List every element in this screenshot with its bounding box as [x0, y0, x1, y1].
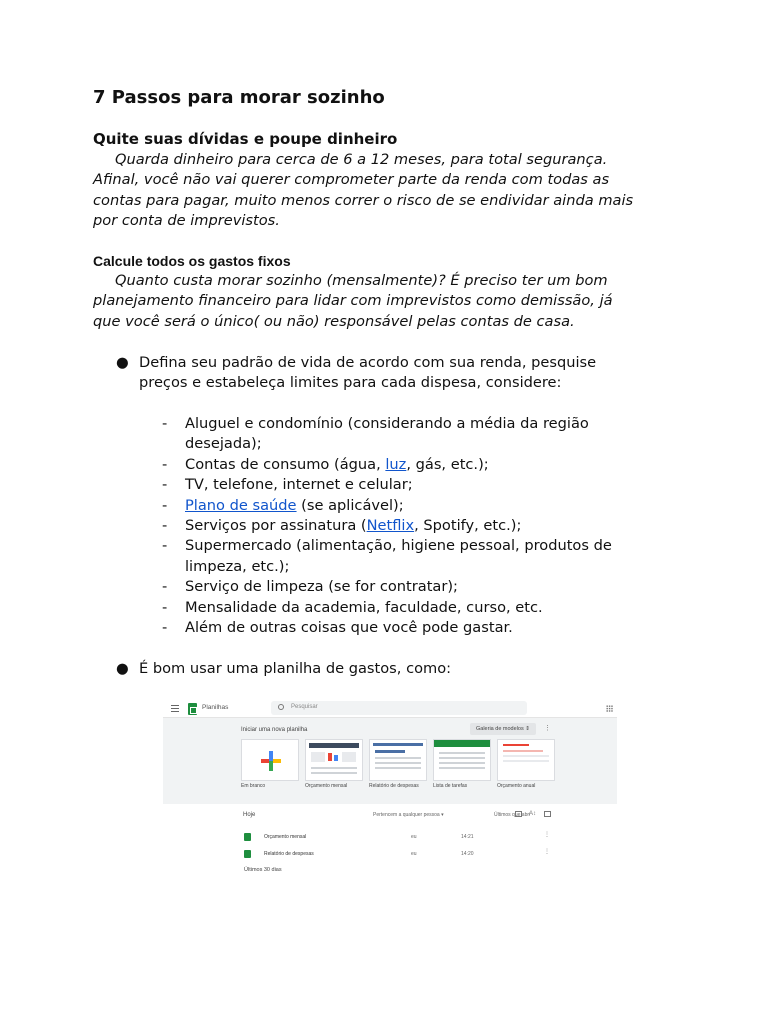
template-label: Lista de tarefas — [433, 783, 468, 789]
file-owner: eu — [411, 851, 417, 857]
template-heading — [375, 750, 405, 753]
paragraph-line: Quanto custa morar sozinho (mensalmente)? É preciso ter um bom — [115, 272, 608, 289]
list-item-text — [162, 516, 612, 536]
template-line — [375, 762, 421, 764]
dash-marker: - — [162, 455, 168, 473]
template-line — [439, 767, 485, 769]
bullet-text-line: Defina seu padrão de vida de acordo com sua renda, pesquise — [139, 354, 597, 371]
template-todo-list — [433, 739, 491, 781]
menu-icon — [171, 705, 179, 712]
template-line — [375, 757, 421, 759]
search-placeholder: Pesquisar — [291, 704, 318, 710]
dash-marker: - — [162, 537, 168, 555]
sheet-file-icon — [244, 850, 251, 858]
text-run: (se aplicável); — [296, 496, 404, 514]
template-bar — [328, 753, 332, 761]
file-name: Orçamento mensal — [264, 834, 307, 840]
more-vert-icon: ⋮ — [544, 832, 550, 838]
paragraph-line: Afinal, você não vai querer comprometer parte da renda com todas as — [93, 171, 610, 189]
list-item-text: desejada); — [185, 435, 262, 453]
bullet-text-line: preços e estabeleça limites para cada dispesa, considere: — [139, 374, 562, 392]
search-bar — [271, 701, 527, 715]
paragraph-line: planejamento financeiro para lidar com imprevistos como demissão, já — [93, 292, 613, 310]
list-item-text: Mensalidade da academia, faculdade, curso, etc. — [185, 598, 543, 616]
paragraph-line: Quarda dinheiro para cerca de 6 a 12 meses, para total segurança. — [115, 151, 608, 168]
section-heading-debts: Quite suas dívidas e poupe dinheiro — [93, 130, 398, 148]
list-item — [162, 496, 612, 516]
bullet-icon: ● — [116, 354, 129, 371]
dash-marker: - — [162, 578, 168, 596]
dash-marker: - — [162, 598, 168, 616]
list-item — [162, 475, 612, 495]
text-run: , gás, etc.); — [406, 455, 489, 473]
template-label: Orçamento mensal — [305, 783, 348, 789]
sheets-screenshot — [163, 700, 617, 880]
template-annual-budget — [497, 739, 555, 781]
sheets-logo-icon — [188, 703, 197, 715]
template-label: Relatório de despesas — [369, 783, 419, 789]
file-name: Relatório de despesas — [264, 851, 314, 857]
dash-marker: - — [162, 476, 168, 494]
bullet-text: É bom usar uma planilha de gastos, como: — [139, 660, 452, 677]
gallery-button-label: Galeria de modelos — [476, 726, 524, 732]
list-item — [162, 536, 612, 577]
text-run: , Spotify, etc.); — [414, 517, 522, 535]
template-line — [503, 760, 549, 762]
bullet-icon: ● — [116, 660, 129, 677]
template-line — [503, 750, 543, 752]
template-line — [439, 757, 485, 759]
list-item — [162, 455, 612, 475]
sheet-file-icon — [244, 833, 251, 841]
sort-label: Últimos que abri — [494, 812, 531, 818]
template-block — [311, 752, 325, 762]
paragraph-debts — [93, 150, 683, 232]
recent-heading: Hoje — [243, 812, 256, 818]
template-expense-report — [369, 739, 427, 781]
list-item — [162, 618, 612, 638]
template-bar — [334, 755, 338, 761]
link-luz[interactable]: luz — [385, 455, 407, 473]
template-line — [311, 772, 357, 774]
more-vert-icon: ⋮ — [544, 725, 551, 732]
text-run: Contas de consumo (água, — [185, 455, 386, 473]
template-monthly-budget — [305, 739, 363, 781]
template-line — [503, 755, 549, 757]
template-label: Orçamento anual — [497, 783, 536, 789]
paragraph-line: por conta de imprevistos. — [93, 212, 280, 230]
template-blank — [241, 739, 299, 781]
dash-marker: - — [162, 415, 168, 432]
paragraph-line: contas para pagar, muito menos correr o risco de se endividar ainda mais — [93, 191, 634, 209]
template-line — [439, 762, 485, 764]
text-run: Serviços por assinatura ( — [185, 517, 367, 535]
file-row — [241, 829, 553, 847]
list-view-icon — [515, 811, 522, 817]
app-name: Planilhas — [202, 704, 229, 711]
file-date: 14:21 — [461, 834, 474, 840]
file-row — [241, 846, 553, 864]
list-item — [162, 577, 612, 597]
list-item-text — [162, 455, 612, 475]
search-icon — [278, 704, 284, 710]
list-item — [162, 598, 612, 618]
paragraph-line: que você será o único( ou não) responsável pelas contas de casa. — [93, 312, 575, 330]
dash-marker: - — [162, 517, 168, 535]
file-owner: eu — [411, 834, 417, 840]
paragraph-fixed-costs — [93, 271, 683, 332]
template-header-bar — [373, 743, 423, 746]
plus-icon-vertical — [269, 751, 273, 771]
link-netflix[interactable]: Netflix — [366, 517, 415, 535]
document-title: 7 Passos para morar sozinho — [93, 87, 385, 108]
list-item-text: Supermercado (alimentação, higiene pessoal, produtos de — [185, 537, 612, 555]
template-gallery-button: Galeria de modelos ⇕ — [470, 723, 536, 735]
template-line — [439, 752, 485, 754]
template-header-bar — [434, 740, 490, 747]
template-header-bar — [309, 743, 359, 748]
list-item — [162, 516, 612, 536]
folder-icon — [544, 811, 551, 817]
list-item — [162, 414, 612, 455]
list-item-text — [162, 496, 612, 516]
template-block — [342, 752, 356, 762]
list-item-text: Além de outras coisas que você pode gastar. — [185, 619, 513, 637]
band-title: Iniciar uma nova planilha — [241, 727, 308, 733]
template-line — [375, 767, 421, 769]
list-item-text: Serviço de limpeza (se for contratar); — [185, 578, 458, 596]
list-item-text: limpeza, etc.); — [185, 557, 290, 575]
dash-marker: - — [162, 496, 168, 514]
sheets-top-bar — [163, 700, 617, 718]
owner-filter: Pertencem a qualquer pessoa ▾ — [373, 812, 444, 818]
list-item-text: Aluguel e condomínio (considerando a média da região — [185, 415, 589, 432]
file-date: 14:20 — [461, 851, 474, 857]
template-label: Em branco — [241, 783, 266, 789]
section-heading-fixed-costs: Calcule todos os gastos fixos — [93, 253, 291, 269]
bullet-text — [139, 353, 596, 394]
template-gallery-band — [163, 718, 617, 804]
dash-marker: - — [162, 619, 168, 637]
template-line — [311, 767, 357, 769]
apps-grid-icon — [606, 705, 613, 712]
more-vert-icon: ⋮ — [544, 849, 550, 855]
section-heading-30-days: Últimos 30 dias — [244, 867, 282, 873]
link-plano-de-saude[interactable]: Plano de saúde — [185, 496, 297, 514]
list-item-text: TV, telefone, internet e celular; — [185, 476, 413, 494]
expense-list — [162, 414, 612, 638]
template-heading — [503, 744, 529, 746]
sort-az-icon: A↕ — [529, 811, 537, 817]
